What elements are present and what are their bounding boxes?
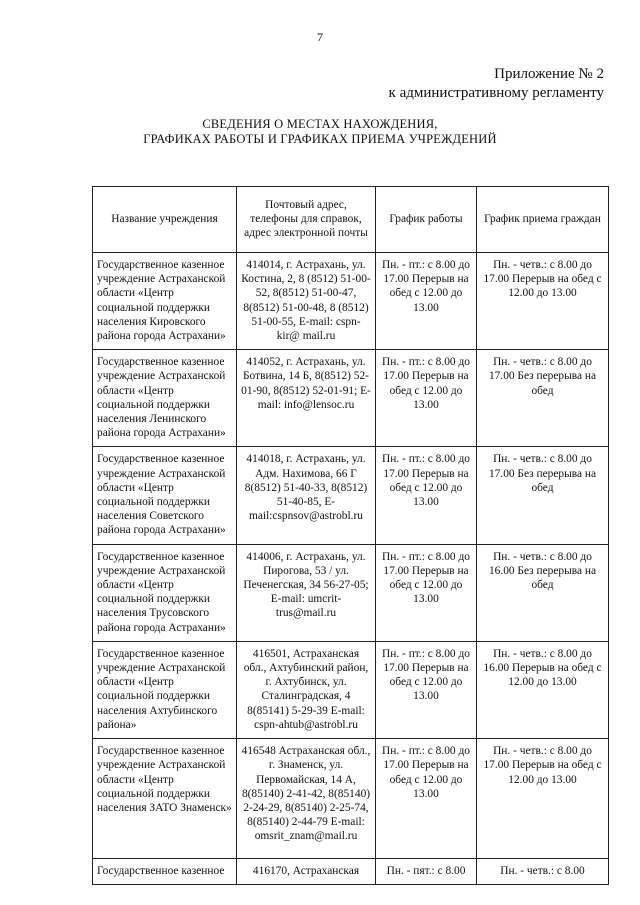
work-schedule: Пн. - пт.: с 8.00 до 17.00 Перерыв на обед с 12.00 до 13.00 <box>376 544 477 641</box>
institution-name: Государственное казенное учреждение Астраханской области «Центр социальной поддержки населения Ленинского района города Астрахани» <box>93 350 237 447</box>
table-row <box>93 641 609 738</box>
institution-name: Государственное казенное учреждение Астраханской области «Центр социальной поддержки населения Трусовского района города Астрахани» <box>93 544 237 641</box>
institution-address: 414014, г. Астрахань, ул. Костина, 2, 8 (8512) 51-00-52, 8(8512) 51-00-47, 8(8512) 51-00-48, 8 (8512) 51-00-55, E-mail: cspn-kir@ mail.ru <box>237 253 376 350</box>
work-schedule: Пн. - пт.: с 8.00 до 17.00 Перерыв на обед с 12.00 до 13.00 <box>376 447 477 544</box>
header-address: Почтовый адрес, телефоны для справок, адрес электронной почты <box>237 187 376 253</box>
institution-name: Государственное казенное <box>93 859 237 885</box>
reception-schedule: Пн. - четв.: с 8.00 до 16.00 Перерыв на обед с 12.00 до 13.00 <box>477 641 609 738</box>
institution-address: 416170, Астраханская <box>237 859 376 885</box>
reception-schedule: Пн. - четв.: с 8.00 до 17.00 Без перерыва на обед <box>477 447 609 544</box>
institution-address: 414018, г. Астрахань, ул. Адм. Нахимова, 66 Г 8(8512) 51-40-33, 8(8512) 51-40-85, E-mail:cspnsov@astrobl.ru <box>237 447 376 544</box>
appendix-line-1: Приложение № 2 <box>494 66 604 82</box>
work-schedule: Пн. - пт.: с 8.00 до 17.00 Перерыв на обед с 12.00 до 13.00 <box>376 350 477 447</box>
reception-schedule: Пн. - четв.: с 8.00 до 17.00 Перерыв на обед с 12.00 до 13.00 <box>477 253 609 350</box>
reception-schedule: Пн. - четв.: с 8.00 до 17.00 Без перерыва на обед <box>477 350 609 447</box>
header-institution-name: Название учреждения <box>93 187 237 253</box>
appendix-line-2: к административному регламенту <box>388 85 604 101</box>
appendix-heading <box>389 65 604 103</box>
table-row <box>93 859 609 885</box>
document-title <box>0 117 640 147</box>
header-work-schedule: График работы <box>376 187 477 253</box>
document-title-line-1: СВЕДЕНИЯ О МЕСТАХ НАХОЖДЕНИЯ, <box>202 117 438 131</box>
table-row <box>93 350 609 447</box>
institution-address: 414052, г. Астрахань, ул. Ботвина, 14 Б, 8(8512) 52-01-90, 8(8512) 52-01-91; E-mail: info@lensoc.ru <box>237 350 376 447</box>
table-row <box>93 447 609 544</box>
table-header-row <box>93 187 609 253</box>
work-schedule: Пн. - пт.: с 8.00 до 17.00 Перерыв на обед с 12.00 до 13.00 <box>376 641 477 738</box>
work-schedule: Пн. - пт.: с 8.00 до 17.00 Перерыв на обед с 12.00 до 13.00 <box>376 253 477 350</box>
reception-schedule: Пн. - четв.: с 8.00 до 16.00 Без перерыва на обед <box>477 544 609 641</box>
page-number: 7 <box>317 30 323 44</box>
institution-name: Государственное казенное учреждение Астраханской области «Центр социальной поддержки населения Кировского района города Астрахани» <box>93 253 237 350</box>
institution-address: 414006, г. Астрахань, ул. Пирогова, 53 / ул. Печенегская, 34 56-27-05; E-mail: umcrit-trus@mail.ru <box>237 544 376 641</box>
institution-address: 416548 Астраханская обл., г. Знаменск, ул. Первомайская, 14 А, 8(85140) 2-41-42, 8(85140) 2-24-29, 8(85140) 2-25-74, 8(85140) 2-44-79 E-mail: omsrit_znam@mail.ru <box>237 739 376 859</box>
work-schedule: Пн. - пт.: с 8.00 до 17.00 Перерыв на обед с 12.00 до 13.00 <box>376 739 477 859</box>
table-row <box>93 544 609 641</box>
reception-schedule: Пн. - четв.: с 8.00 <box>477 859 609 885</box>
institution-name: Государственное казенное учреждение Астраханской области «Центр социальной поддержки населения Ахтубинского района» <box>93 641 237 738</box>
institution-name: Государственное казенное учреждение Астраханской области «Центр социальной поддержки населения Советского района города Астрахани» <box>93 447 237 544</box>
institutions-table <box>92 186 609 885</box>
document-title-line-2: ГРАФИКАХ РАБОТЫ И ГРАФИКАХ ПРИЕМА УЧРЕЖДЕНИЙ <box>143 132 497 146</box>
institution-name: Государственное казенное учреждение Астраханской области «Центр социальной поддержки населения ЗАТО Знаменск» <box>93 739 237 859</box>
table-row <box>93 253 609 350</box>
reception-schedule: Пн. - четв.: с 8.00 до 17.00 Перерыв на обед с 12.00 до 13.00 <box>477 739 609 859</box>
institution-address: 416501, Астраханская обл., Ахтубинский район, г. Ахтубинск, ул. Сталинградская, 4 8(85141) 5-29-39 E-mail: cspn-ahtub@astrobl.ru <box>237 641 376 738</box>
table-row <box>93 739 609 859</box>
header-reception-schedule: График приема граждан <box>477 187 609 253</box>
work-schedule: Пн. - пят.: с 8.00 <box>376 859 477 885</box>
